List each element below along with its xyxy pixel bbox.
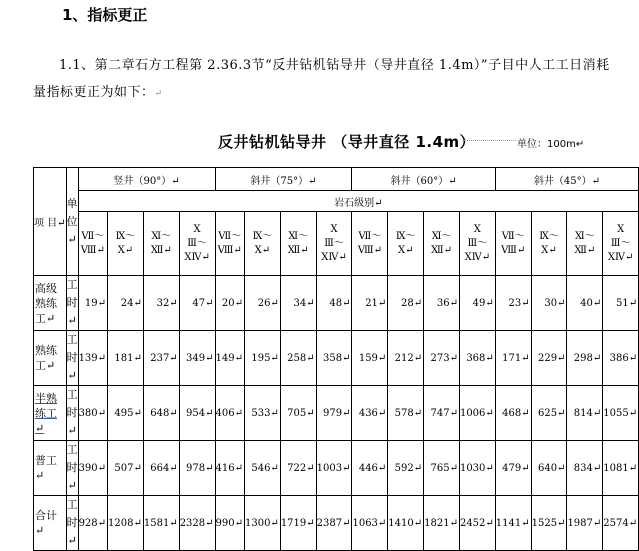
grade-line: Ⅷ↵ [80, 244, 105, 256]
value-cell: 1055↵ [603, 386, 639, 441]
grade-line: Ⅷ↵ [501, 244, 526, 256]
grade-line: Ⅻ↵ [150, 244, 172, 256]
value-cell: 722↵ [280, 441, 316, 496]
section-heading: 1、指标更正 [62, 6, 148, 24]
row-unit: 工时↵ [66, 441, 78, 496]
value-cell: 648↵ [143, 386, 179, 441]
value-cell: 30↵ [531, 276, 567, 331]
grade-header-1-2 [280, 212, 316, 276]
row-label: 合计↵ [34, 496, 67, 551]
grade-line: Ⅺ～ [288, 230, 309, 242]
grade-header-0-0 [78, 212, 107, 276]
grade-line: Ⅹ [330, 223, 338, 235]
row-label: 普工↵ [34, 441, 67, 496]
value-cell: 446↵ [352, 441, 388, 496]
grade-line: Ⅶ～ [501, 230, 525, 242]
header-unit-text: 单位↵ [66, 196, 78, 246]
grade-line: Ⅶ～ [218, 230, 242, 242]
grade-line: Ⅺ～ [151, 230, 172, 242]
value-cell: 495↵ [108, 386, 144, 441]
grade-line: Ⅻ↵ [431, 244, 452, 256]
value-cell: 592↵ [388, 441, 424, 496]
grade-row [34, 212, 639, 276]
shaft-type-0: 竖井（90°）↵ [78, 168, 215, 191]
grade-header-2-1 [388, 212, 424, 276]
grade-header-0-2 [143, 212, 179, 276]
grade-line: ⅩⅣ↵ [464, 251, 491, 263]
value-cell: 468↵ [495, 386, 531, 441]
value-cell: 1525↵ [531, 496, 567, 551]
shaft-type-1: 斜井（75°）↵ [215, 168, 352, 191]
grade-line: ⅩⅣ↵ [184, 251, 210, 263]
grade-header-3-2 [567, 212, 603, 276]
table-title: 反井钻机钻导井 （导井直径 1.4m） [218, 133, 476, 151]
grade-header-3-3 [603, 212, 639, 276]
value-cell: 195↵ [244, 331, 280, 386]
value-cell: 928↵ [78, 496, 107, 551]
paragraph-text: 1.1、第二章石方工程第 2.36.3节“反井钻机钻导井（导井直径 1.4m）”子目中人工工日消耗量指标更正为如下： [33, 58, 610, 100]
value-cell: 273↵ [424, 331, 460, 386]
grade-line: Ⅸ～ [115, 230, 136, 242]
value-cell: 1987↵ [567, 496, 603, 551]
grade-line: Ⅻ↵ [574, 244, 596, 256]
value-cell: 834↵ [567, 441, 603, 496]
grade-line: ⅩⅣ↵ [607, 251, 634, 263]
value-cell: 298↵ [567, 331, 603, 386]
value-cell: 181↵ [108, 331, 144, 386]
table-row [34, 386, 639, 441]
value-cell: 19↵ [78, 276, 107, 331]
value-cell: 625↵ [531, 386, 567, 441]
value-cell: 24↵ [108, 276, 144, 331]
value-cell: 765↵ [424, 441, 460, 496]
value-cell: 1030↵ [459, 441, 495, 496]
grade-line: Ⅹ↵ [117, 244, 134, 256]
value-cell: 479↵ [495, 441, 531, 496]
shaft-type-3: 斜井（45°）↵ [495, 168, 638, 191]
value-cell: 1006↵ [459, 386, 495, 441]
value-cell: 507↵ [108, 441, 144, 496]
labor-table [33, 167, 639, 551]
body-paragraph [33, 52, 619, 108]
value-cell: 23↵ [495, 276, 531, 331]
table-row [34, 276, 639, 331]
value-cell: 139↵ [78, 331, 107, 386]
value-cell: 2574↵ [603, 496, 639, 551]
value-cell: 159↵ [352, 331, 388, 386]
value-cell: 533↵ [244, 386, 280, 441]
grade-line: Ⅻ↵ [287, 244, 309, 256]
value-cell: 2387↵ [316, 496, 352, 551]
grade-line: Ⅺ～ [575, 230, 595, 242]
value-cell: 747↵ [424, 386, 460, 441]
value-cell: 1208↵ [108, 496, 144, 551]
header-unit [66, 168, 78, 276]
value-cell: 149↵ [215, 331, 244, 386]
value-cell: 406↵ [215, 386, 244, 441]
value-cell: 705↵ [280, 386, 316, 441]
grade-line: Ⅶ～ [81, 230, 105, 242]
value-cell: 1300↵ [244, 496, 280, 551]
table-body [34, 168, 639, 551]
grade-line: Ⅹ [473, 223, 481, 235]
table-row [34, 496, 639, 551]
row-label: 高级熟练工↵ [34, 276, 67, 331]
value-cell: 358↵ [316, 331, 352, 386]
value-cell: 380↵ [78, 386, 107, 441]
grade-header-1-0 [215, 212, 244, 276]
table-row [34, 331, 639, 386]
row-unit: 工时↵ [66, 331, 78, 386]
value-cell: 1581↵ [143, 496, 179, 551]
value-cell: 1410↵ [388, 496, 424, 551]
grade-line: Ⅸ～ [252, 230, 273, 242]
value-cell: 1081↵ [603, 441, 639, 496]
rock-grade-header: 岩石级别↵ [78, 191, 639, 212]
row-label: 半熟练工↵ [34, 386, 67, 441]
value-cell: 49↵ [459, 276, 495, 331]
value-cell: 578↵ [388, 386, 424, 441]
grade-header-3-0 [495, 212, 531, 276]
value-cell: 978↵ [179, 441, 215, 496]
value-cell: 171↵ [495, 331, 531, 386]
grade-header-1-1 [244, 212, 280, 276]
row-unit: 工时↵ [66, 276, 78, 331]
value-cell: 229↵ [531, 331, 567, 386]
value-cell: 664↵ [143, 441, 179, 496]
value-cell: 1719↵ [280, 496, 316, 551]
header-item: 项 目↵ [34, 168, 67, 276]
table-row [34, 441, 639, 496]
value-cell: 640↵ [531, 441, 567, 496]
title-leader-dots [464, 140, 516, 141]
value-cell: 237↵ [143, 331, 179, 386]
value-cell: 36↵ [424, 276, 460, 331]
grade-line: Ⅹ [617, 223, 625, 235]
value-cell: 814↵ [567, 386, 603, 441]
grade-line: Ⅸ～ [539, 230, 559, 242]
grade-line: Ⅷ↵ [217, 244, 242, 256]
value-cell: 48↵ [316, 276, 352, 331]
value-cell: 386↵ [603, 331, 639, 386]
row-label: 熟练工↵ [34, 331, 67, 386]
grade-line: Ⅸ～ [395, 230, 416, 242]
value-cell: 34↵ [280, 276, 316, 331]
value-cell: 212↵ [388, 331, 424, 386]
value-cell: 416↵ [215, 441, 244, 496]
grade-header-1-3 [316, 212, 352, 276]
grade-line: Ⅹ↵ [254, 244, 271, 256]
unit-label: 单位：100m↵ [517, 139, 585, 150]
value-cell: 954↵ [179, 386, 215, 441]
value-cell: 2328↵ [179, 496, 215, 551]
value-cell: 258↵ [280, 331, 316, 386]
grade-line: Ⅲ～ [187, 237, 207, 249]
value-cell: 368↵ [459, 331, 495, 386]
value-cell: 546↵ [244, 441, 280, 496]
value-cell: 990↵ [215, 496, 244, 551]
grade-header-0-3 [179, 212, 215, 276]
grade-header-2-3 [459, 212, 495, 276]
value-cell: 1141↵ [495, 496, 531, 551]
value-cell: 20↵ [215, 276, 244, 331]
grade-header-2-0 [352, 212, 388, 276]
grade-line: Ⅶ～ [358, 230, 382, 242]
value-cell: 1821↵ [424, 496, 460, 551]
value-cell: 21↵ [352, 276, 388, 331]
grade-header-3-1 [531, 212, 567, 276]
value-cell: 436↵ [352, 386, 388, 441]
row-unit: 工时↵ [66, 496, 78, 551]
grade-line: Ⅹ↵ [397, 244, 414, 256]
grade-line: Ⅲ～ [467, 237, 488, 249]
value-cell: 26↵ [244, 276, 280, 331]
grade-line: ⅩⅣ↵ [321, 251, 347, 263]
value-cell: 1003↵ [316, 441, 352, 496]
value-cell: 390↵ [78, 441, 107, 496]
grade-line: Ⅹ [193, 223, 201, 235]
value-cell: 979↵ [316, 386, 352, 441]
shaft-type-2: 斜井（60°）↵ [352, 168, 495, 191]
grade-line: Ⅲ～ [610, 237, 631, 249]
grade-line: Ⅲ～ [324, 237, 344, 249]
value-cell: 349↵ [179, 331, 215, 386]
value-cell: 28↵ [388, 276, 424, 331]
value-cell: 1063↵ [352, 496, 388, 551]
value-cell: 2452↵ [459, 496, 495, 551]
value-cell: 47↵ [179, 276, 215, 331]
grade-line: Ⅹ↵ [541, 244, 557, 256]
grade-line: Ⅷ↵ [357, 244, 382, 256]
grade-header-2-2 [424, 212, 460, 276]
grade-header-0-1 [108, 212, 144, 276]
grade-line: Ⅺ～ [431, 230, 452, 242]
paragraph-mark: ↵ [154, 89, 163, 99]
row-unit: 工时↵ [66, 386, 78, 441]
value-cell: 51↵ [603, 276, 639, 331]
value-cell: 32↵ [143, 276, 179, 331]
value-cell: 40↵ [567, 276, 603, 331]
